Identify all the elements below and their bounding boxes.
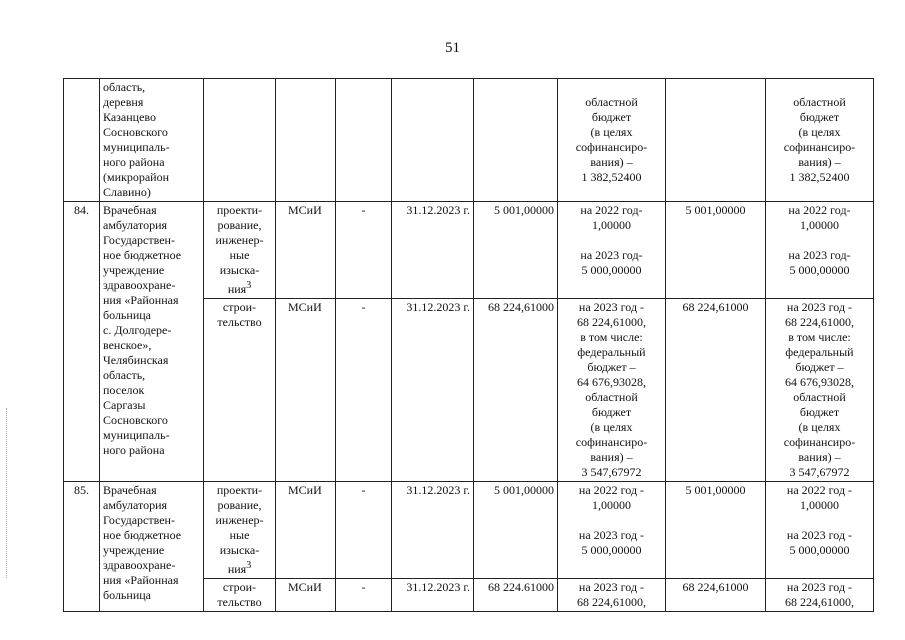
table-row <box>64 79 874 202</box>
cell-funding2: на 2022 год - 1,00000 на 2023 год - 5 000,00000 <box>766 482 874 579</box>
cell-funding2: областной бюджет (в целях софинансиро- вания) – 1 382,52400 <box>766 79 874 202</box>
cell-limit: 68 224,61000 <box>666 579 766 612</box>
cell-limit: 68 224,61000 <box>666 299 766 482</box>
cell-num: 85. <box>64 482 100 612</box>
scan-edge-mark <box>6 408 8 578</box>
cell-num: 84. <box>64 202 100 482</box>
cell-cost: 5 001,00000 <box>474 482 558 579</box>
cell-num <box>64 79 100 202</box>
cell-cost: 68 224.61000 <box>474 579 558 612</box>
cell-work: строи- тельство <box>204 299 276 482</box>
table-row <box>64 202 874 299</box>
table-row <box>64 482 874 579</box>
cell-date <box>392 79 474 202</box>
cell-funding: на 2023 год - 68 224,61000, <box>558 579 666 612</box>
cell-date: 31.12.2023 г. <box>392 202 474 299</box>
work-text: проекти- рование, инженер- ные изыска- ния <box>215 483 264 576</box>
cell-funding2: на 2023 год - 68 224,61000, <box>766 579 874 612</box>
cell-customer: МСиИ <box>276 299 336 482</box>
cell-work <box>204 202 276 299</box>
cell-dash: - <box>336 482 392 579</box>
objects-table <box>63 78 874 612</box>
page-number: 51 <box>445 40 460 56</box>
cell-funding: на 2022 год- 1,00000 на 2023 год- 5 000,00000 <box>558 202 666 299</box>
cell-work: строи- тельство <box>204 579 276 612</box>
footnote-mark: 3 <box>246 560 252 571</box>
work-text: проекти- рование, инженер- ные изыска- ния <box>215 203 264 296</box>
cell-funding2: на 2022 год- 1,00000 на 2023 год- 5 000,00000 <box>766 202 874 299</box>
cell-cost: 68 224,61000 <box>474 299 558 482</box>
cell-date: 31.12.2023 г. <box>392 482 474 579</box>
cell-work <box>204 482 276 579</box>
cell-object: Врачебная амбулатория Государствен- ное бюджетное учреждение здравоохране- ния «Районная больница с. Долгодере- венское», Челябинская область, поселок Саргазы Сосновского муниципаль- ного района <box>100 202 204 482</box>
cell-funding2: на 2023 год - 68 224,61000, в том числе: федеральный бюджет – 64 676,93028, областной бюджет (в целях софинансиро- вания) – 3 547,67972 <box>766 299 874 482</box>
cell-customer: МСиИ <box>276 579 336 612</box>
cell-dash <box>336 79 392 202</box>
cell-funding: на 2022 год - 1,00000 на 2023 год - 5 000,00000 <box>558 482 666 579</box>
cell-customer: МСиИ <box>276 482 336 579</box>
cell-customer: МСиИ <box>276 202 336 299</box>
cell-limit <box>666 79 766 202</box>
cell-limit: 5 001,00000 <box>666 482 766 579</box>
cell-dash: - <box>336 299 392 482</box>
cell-date: 31.12.2023 г. <box>392 579 474 612</box>
cell-limit: 5 001,00000 <box>666 202 766 299</box>
cell-work <box>204 79 276 202</box>
cell-dash: - <box>336 202 392 299</box>
cell-date: 31.12.2023 г. <box>392 299 474 482</box>
cell-funding: областной бюджет (в целях софинансиро- вания) – 1 382,52400 <box>558 79 666 202</box>
cell-cost <box>474 79 558 202</box>
footnote-mark: 3 <box>246 280 252 291</box>
cell-dash: - <box>336 579 392 612</box>
cell-funding: на 2023 год - 68 224,61000, в том числе: федеральный бюджет – 64 676,93028, областной бюджет (в целях софинансиро- вания) – 3 547,67972 <box>558 299 666 482</box>
cell-object: Врачебная амбулатория Государствен- ное бюджетное учреждение здравоохране- ния «Районная больница <box>100 482 204 612</box>
cell-customer <box>276 79 336 202</box>
cell-object: область, деревня Казанцево Сосновского муниципаль- ного района (микрорайон Славино) <box>100 79 204 202</box>
cell-cost: 5 001,00000 <box>474 202 558 299</box>
